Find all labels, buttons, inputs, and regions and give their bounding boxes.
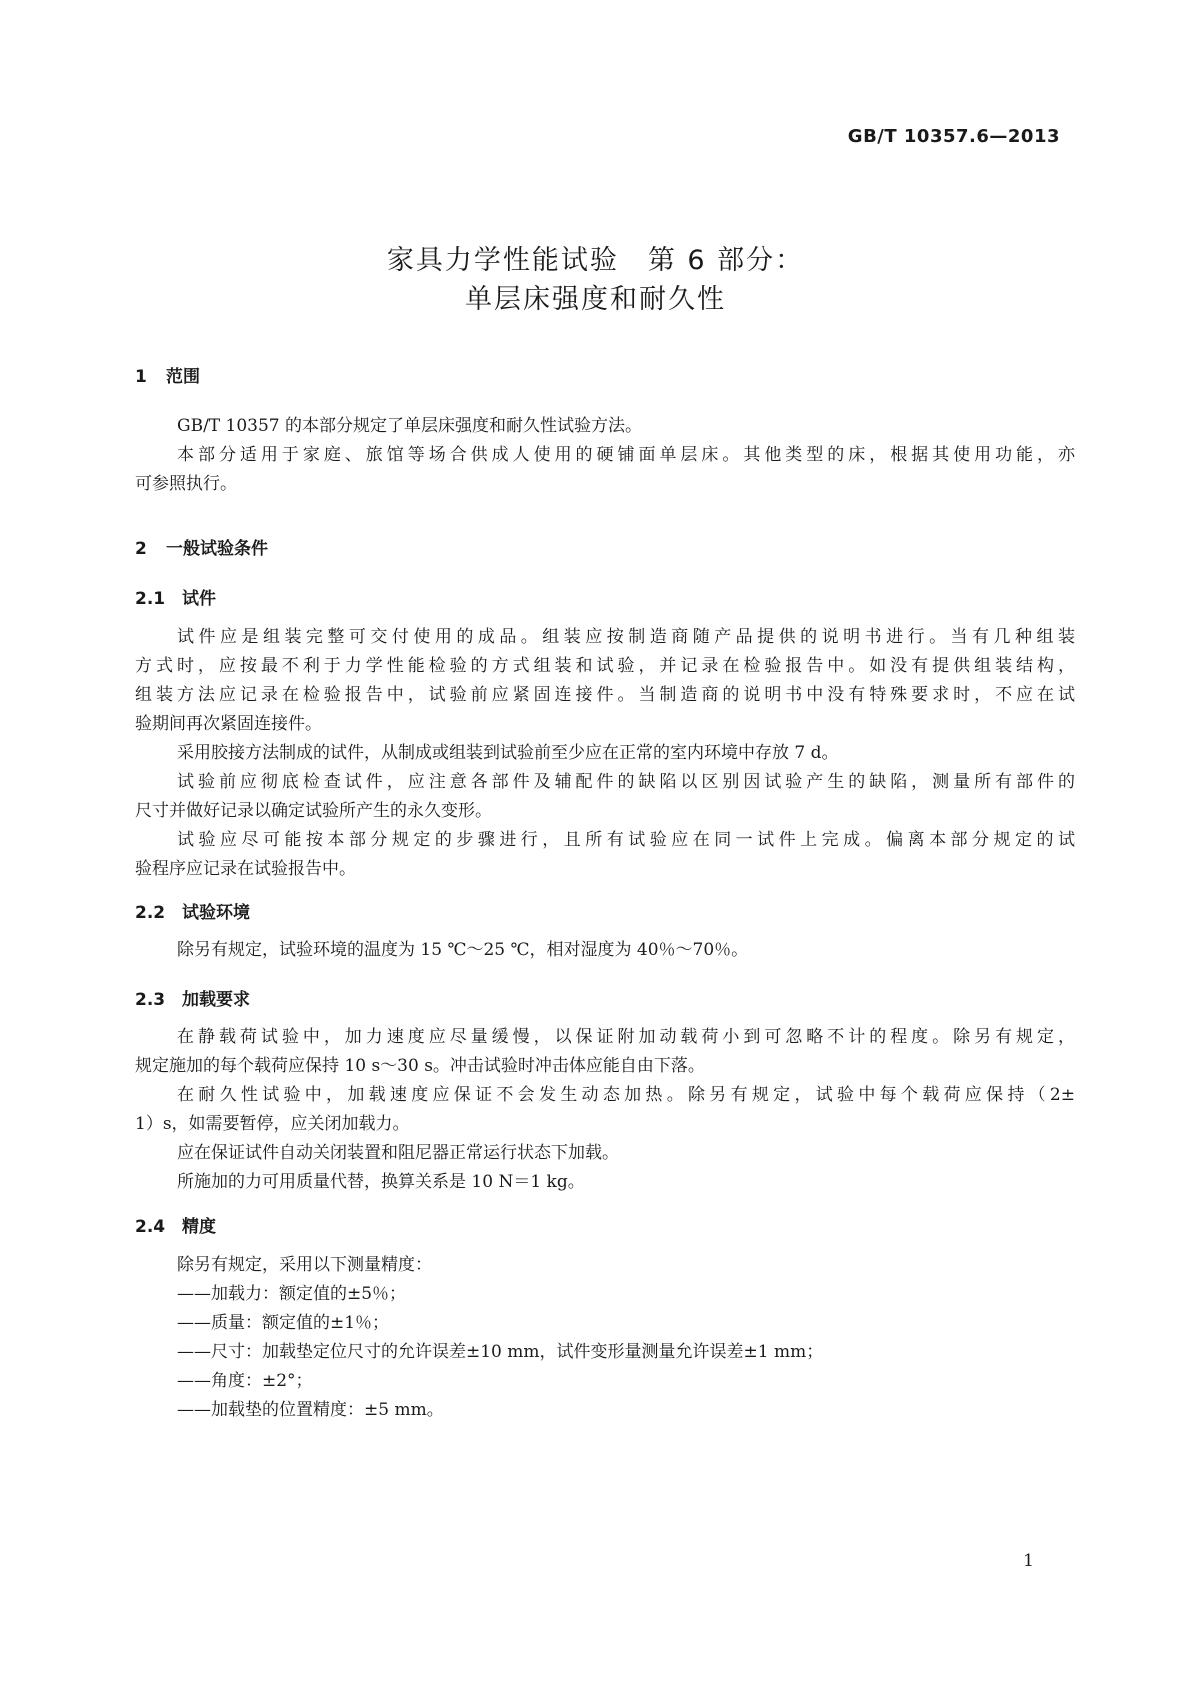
- section-number: 1: [135, 367, 147, 387]
- paragraph-line: 除另有规定，采用以下测量精度：: [177, 1255, 432, 1275]
- section-1-body: [135, 412, 1075, 499]
- paragraph-line: 试件应是组装完整可交付使用的成品。组装应按制造商随产品提供的说明书进行。当有几种组装: [177, 627, 1075, 647]
- list-item: ——加载力：额定值的±5％；: [177, 1284, 407, 1304]
- list-item: ——质量：额定值的±1％；: [177, 1313, 390, 1333]
- paragraph-line: 试验应尽可能按本部分规定的步骤进行，且所有试验应在同一试件上完成。偏离本部分规定的试: [177, 830, 1075, 850]
- paragraph-line: 可参照执行。: [135, 474, 237, 494]
- paragraph-line: 尺寸并做好记录以确定试验所产生的永久变形。: [135, 801, 492, 821]
- section-number: 2: [135, 539, 147, 559]
- paragraph-line: 规定施加的每个载荷应保持 10 s～30 s。冲击试验时冲击体应能自由下落。: [135, 1056, 705, 1076]
- paragraph-line: 本部分适用于家庭、旅馆等场合供成人使用的硬铺面单层床。其他类型的床，根据其使用功能，亦: [177, 445, 1075, 465]
- paragraph-line: 所施加的力可用质量代替，换算关系是 10 N＝1 kg。: [177, 1172, 585, 1192]
- paragraph-line: 采用胶接方法制成的试件，从制成或组装到试验前至少应在正常的室内环境中存放 7 d。: [177, 743, 839, 763]
- section-title: 试件: [182, 589, 216, 609]
- section-heading-1: [135, 362, 200, 387]
- section-heading-2: [135, 534, 268, 559]
- section-2-3-body: [135, 1023, 1075, 1197]
- section-title: 精度: [182, 1217, 216, 1237]
- paragraph-line: GB/T 10357 的本部分规定了单层床强度和耐久性试验方法。: [177, 416, 643, 436]
- list-item: ——加载垫的位置精度：±5 mm。: [177, 1400, 444, 1420]
- document-title-line-2: 单层床强度和耐久性: [465, 284, 726, 315]
- paragraph-line: 验期间再次紧固连接件。: [135, 714, 322, 734]
- standard-code: GB/T 10357.6—2013: [847, 126, 1060, 147]
- section-number: 2.2: [135, 903, 166, 923]
- section-2-4-body: [135, 1251, 1075, 1425]
- paragraph-line: 在耐久性试验中，加载速度应保证不会发生动态加热。除另有规定，试验中每个载荷应保持（2±: [177, 1085, 1075, 1105]
- section-heading-2-4: [135, 1212, 216, 1237]
- section-heading-2-2: [135, 898, 250, 923]
- section-number: 2.4: [135, 1217, 166, 1237]
- list-item: ——尺寸：加载垫定位尺寸的允许误差±10 mm，试件变形量测量允许误差±1 mm；: [177, 1342, 824, 1362]
- section-heading-2-3: [135, 985, 250, 1010]
- section-2-1-body: [135, 623, 1075, 884]
- document-title-line-1: 家具力学性能试验 第 6 部分：: [386, 245, 805, 276]
- paragraph-line: 1）s，如需要暂停，应关闭加载力。: [135, 1114, 410, 1134]
- section-title: 范围: [166, 367, 200, 387]
- paragraph-line: 验程序应记录在试验报告中。: [135, 859, 356, 879]
- paragraph-line: 方式时，应按最不利于力学性能检验的方式组装和试验，并记录在检验报告中。如没有提供组装结构，: [135, 656, 1075, 676]
- section-heading-2-1: [135, 584, 216, 609]
- section-title: 加载要求: [182, 990, 250, 1010]
- section-number: 2.1: [135, 589, 166, 609]
- paragraph-line: 在静载荷试验中，加力速度应尽量缓慢，以保证附加动载荷小到可忽略不计的程度。除另有规定，: [177, 1027, 1075, 1047]
- section-title: 试验环境: [182, 903, 250, 923]
- section-number: 2.3: [135, 990, 166, 1010]
- paragraph-line: 组装方法应记录在检验报告中，试验前应紧固连接件。当制造商的说明书中没有特殊要求时，不应在试: [135, 685, 1075, 705]
- page-number: 1: [1023, 1551, 1034, 1571]
- section-title: 一般试验条件: [166, 539, 268, 559]
- paragraph-line: 试验前应彻底检查试件，应注意各部件及辅配件的缺陷以区别因试验产生的缺陷，测量所有部件的: [177, 772, 1075, 792]
- paragraph-line: 除另有规定，试验环境的温度为 15 ℃～25 ℃，相对湿度为 40％～70％。: [177, 940, 749, 960]
- section-2-2-body: [135, 936, 1075, 965]
- paragraph-line: 应在保证试件自动关闭装置和阻尼器正常运行状态下加载。: [177, 1143, 619, 1163]
- list-item: ——角度：±2°；: [177, 1371, 313, 1391]
